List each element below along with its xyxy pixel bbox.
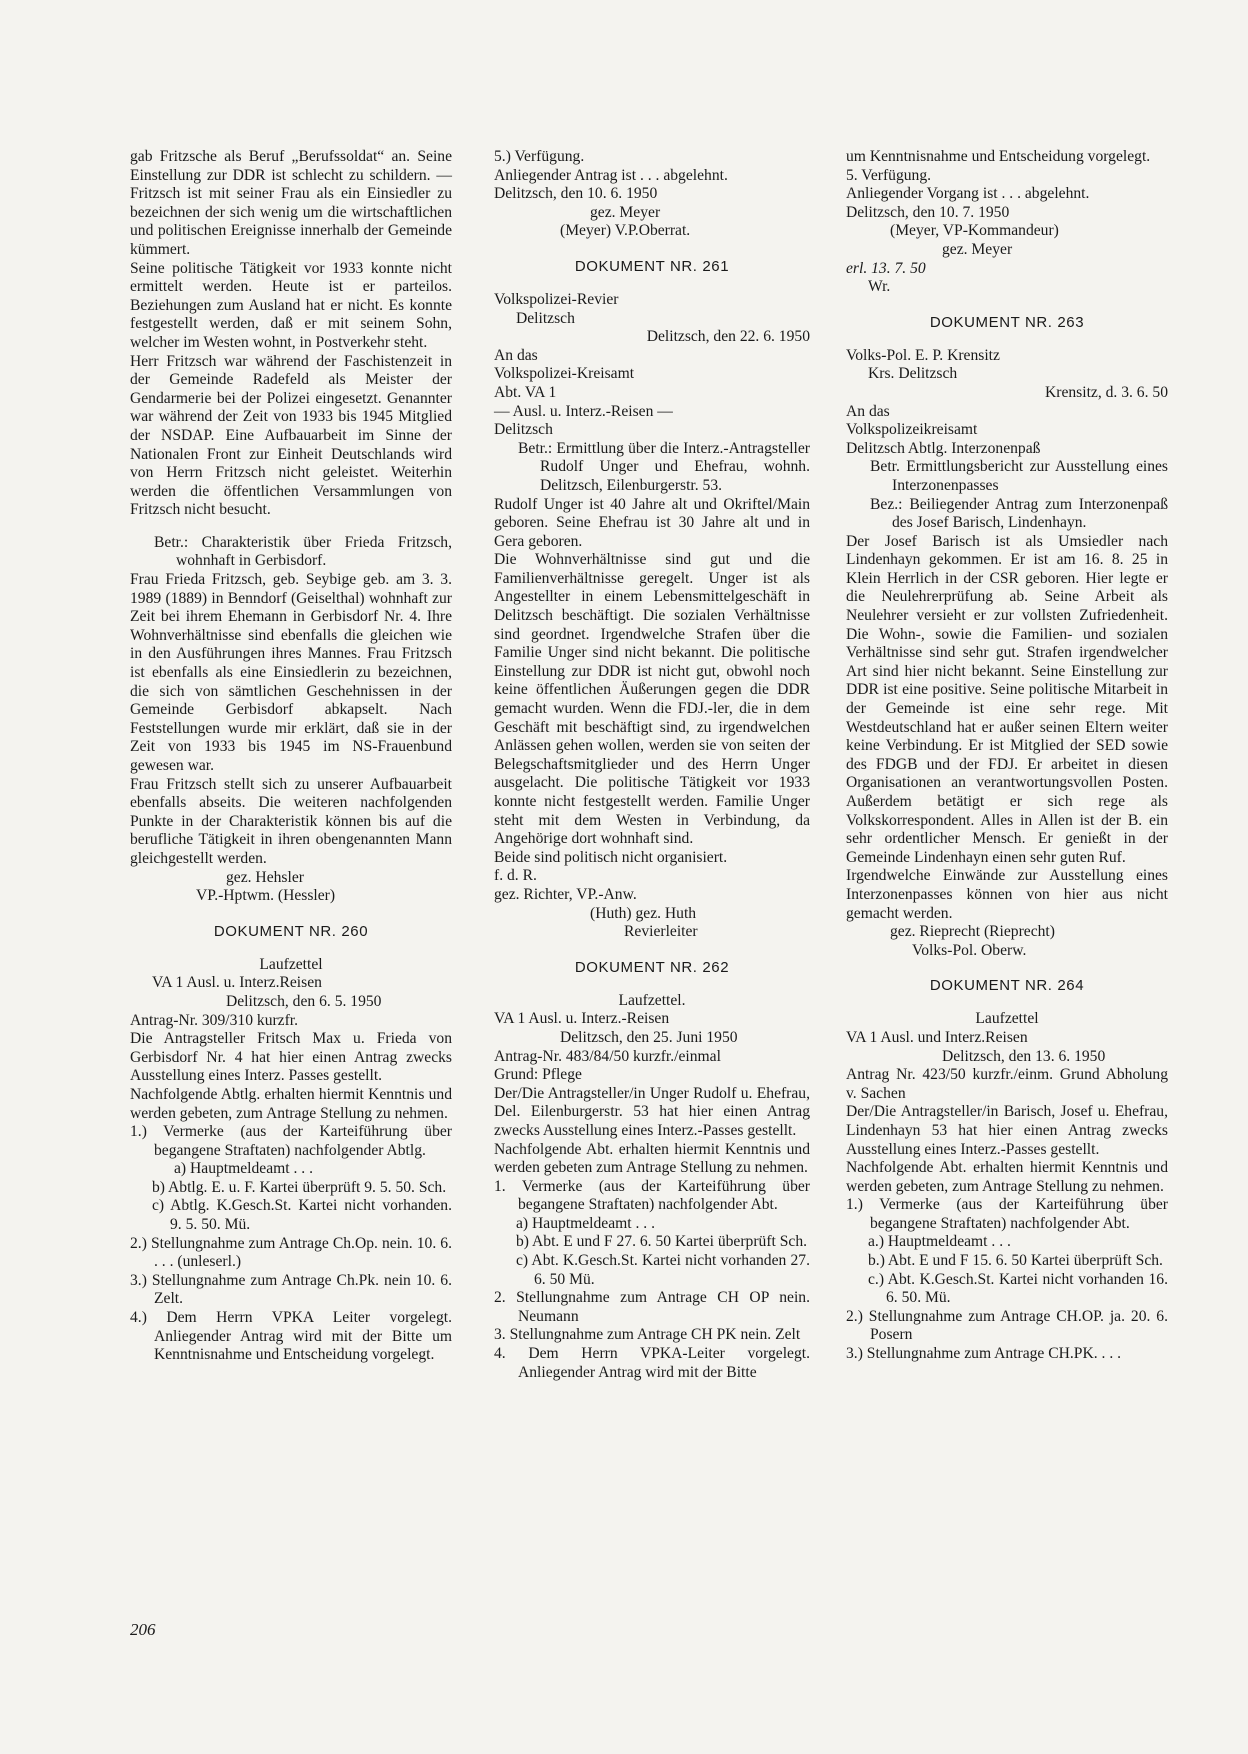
text-line: erl. 13. 7. 50 xyxy=(846,259,926,277)
text-line: Anliegender Antrag ist . . . abgelehnt. xyxy=(494,166,728,184)
text-line: Nachfolgende Abt. erhalten hiermit Kenntnis und werden gebeten zum Antrage Stellung zu nehmen. xyxy=(494,1140,810,1177)
text-line: Krensitz, d. 3. 6. 50 xyxy=(1045,383,1168,401)
document-heading: DOKUMENT NR. 262 xyxy=(574,958,730,976)
text-line: Revierleiter xyxy=(624,923,698,941)
text-line: gez. Richter, VP.-Anw. xyxy=(494,885,637,903)
text-line: Volkspolizei-Revier xyxy=(494,290,619,308)
text-line: Der/Die Antragsteller/in Barisch, Josef u. Ehefrau, Lindenhayn 53 hat hier einen Antrag zwecks Ausstellung eines Interz.-Passes gestellt. xyxy=(846,1103,1168,1158)
text-line: 1. Vermerke (aus der Karteiführung über begangene Straftaten) nachfolgender Abt. xyxy=(494,1177,810,1214)
text-line: Delitzsch, den 25. Juni 1950 xyxy=(560,1028,738,1046)
text-line: Bez.: Beiliegender Antrag zum Interzonenpaß des Josef Barisch, Lindenhayn. xyxy=(870,495,1168,532)
text-line: Krs. Delitzsch xyxy=(868,365,958,383)
text-line: b) Abt. E und F 27. 6. 50 Kartei überprüft Sch. xyxy=(516,1233,808,1251)
text-line: (Huth) gez. Huth xyxy=(590,904,697,922)
text-line: Volks-Pol. Oberw. xyxy=(912,941,1027,959)
text-line: Nachfolgende Abt. erhalten hiermit Kenntnis und werden gebeten, zum Antrage Stellung zu nehmen. xyxy=(846,1159,1168,1195)
text-line: — Ausl. u. Interz.-Reisen — xyxy=(494,402,673,420)
text-line: Der Josef Barisch ist als Umsiedler nach Lindenhayn gekommen. Er ist am 16. 8. 25 in Klein Herrlich in der CSR geboren. Hier legte er die Neulehrerprüfung ab. Seine Arbeit als Neulehrer versieht er zur vollsten Zufriedenheit. Die Wohn-, sowie die Familien- und sozialen Verhältnisse sind sehr gut. Strafen irgendwelcher Art sind hier nicht bekannt. Seine Einstellung zur DDR ist eine positive. Seine politische Mitarbeit in der Gemeinde ist eine sehr rege. Mit Westdeutschland hat er außer seinen Eltern weiter keine Verbindung. Er ist Mitglied der SED sowie des FDGB und der FDJ. Er arbeitet in diesen Organisationen an verantwortungsvollen Posten. Außerdem betätigt er sich rege als Volkskorrespondent. Alles in Allen ist der B. ein sehr ordentlicher Mensch. Er genießt in der Gemeinde Lindenhayn einen sehr guten Ruf. xyxy=(846,532,1168,866)
document-heading: DOKUMENT NR. 263 xyxy=(929,313,1085,331)
text-line: VA 1 Ausl. u. Interz.-Reisen xyxy=(494,1010,670,1028)
text-line: a) Hauptmeldeamt . . . xyxy=(516,1214,655,1232)
text-line: b) Abtlg. E. u. F. Kartei überprüft 9. 5. 50. Sch. xyxy=(152,1178,447,1196)
text-line: c) Abtlg. K.Gesch.St. Kartei nicht vorhanden. 9. 5. 50. Mü. xyxy=(152,1197,452,1234)
text-line: a) Hauptmeldeamt . . . xyxy=(174,1160,313,1178)
text-line: 5. Verfügung. xyxy=(846,166,932,184)
text-line: 4.) Dem Herrn VPKA Leiter vorgelegt. Anliegender Antrag wird mit der Bitte um Kenntnisnahme und Entscheidung vorgelegt. xyxy=(130,1309,452,1364)
text-line: Laufzettel xyxy=(259,955,323,973)
text-line: gez. Hehsler xyxy=(226,868,304,886)
text-line: c) Abt. K.Gesch.St. Kartei nicht vorhanden 27. 6. 50 Mü. xyxy=(516,1252,810,1288)
text-line: 5.) Verfügung. xyxy=(494,148,585,165)
text-line: An das xyxy=(846,402,890,420)
text-line: Betr.: Charakteristik über Frieda Fritzsch, wohnhaft in Gerbisdorf. xyxy=(154,533,452,570)
text-line: 4. Dem Herrn VPKA-Leiter vorgelegt. Anliegender Antrag wird mit der Bitte xyxy=(494,1345,810,1381)
text-line: Volkspolizei-Kreisamt xyxy=(494,365,635,383)
text-line: gab Fritzsche als Beruf „Berufssoldat“ an. Seine Einstellung zur DDR ist schlecht zu schildern. — Fritzsch ist mit seiner Frau als ein Einsiedler zu bezeichnen der sich wenig um die wirtschaftlichen und politischen Ereignisse innerhalb der Gemeinde kümmert. xyxy=(130,148,452,258)
text-line: Laufzettel xyxy=(975,1010,1039,1028)
text-line: 3. Stellungnahme zum Antrage CH PK nein. Zelt xyxy=(494,1326,801,1344)
text-line: Die Wohnverhältnisse sind gut und die Familienverhältnisse geregelt. Unger ist als Angestellter in einem Lebensmittelgeschäft in Delitzsch beschäftigt. Die sozialen Verhältnisse sind geordnet. Irgendwelche Strafen über die Familie Unger sind nicht bekannt. Die politische Einstellung zur DDR ist nicht gut, obwohl noch keine öffentlichen Äußerungen gegen die DDR gemacht wurden. Wenn die FDJ.-ler, die in dem Geschäft mit beschäftigt sind, zu irgendwelchen Anlässen gehen wollen, werden sie von seiten der Belegschaftsmitglieder und des Herrn Unger ausgelacht. Die politische Tätigkeit vor 1933 konnte nicht festgestellt werden. Familie Unger steht mit dem Westen in Verbindung, da Angehörige dort wohnhaft sind. xyxy=(494,551,810,848)
text-line: Anliegender Vorgang ist . . . abgelehnt. xyxy=(846,185,1090,203)
text-line: Delitzsch xyxy=(516,309,575,327)
document-heading: DOKUMENT NR. 260 xyxy=(213,922,369,940)
text-line: Delitzsch, den 13. 6. 1950 xyxy=(942,1047,1106,1065)
text-line: gez. Rieprecht (Rieprecht) xyxy=(890,923,1055,941)
text-line: Der/Die Antragsteller/in Unger Rudolf u. Ehefrau, Del. Eilenburgerstr. 53 hat hier einen Antrag zwecks Ausstellung eines Interz.-Passes gestellt. xyxy=(494,1084,810,1139)
text-line: 2.) Stellungnahme zum Antrage Ch.Op. nein. 10. 6. . . . (unleserl.) xyxy=(130,1234,452,1271)
text-line: Antrag-Nr. 309/310 kurzfr. xyxy=(130,1011,299,1029)
text-line: VP.-Hptwm. (Hessler) xyxy=(196,887,336,905)
text-line: gez. Meyer xyxy=(942,240,1013,258)
text-line: Grund: Pflege xyxy=(494,1066,582,1084)
text-line: Abt. VA 1 xyxy=(494,383,557,401)
text-line: 1.) Vermerke (aus der Karteiführung über begangene Straftaten) nachfolgender Abtlg. xyxy=(130,1123,452,1159)
text-line: Delitzsch, den 6. 5. 1950 xyxy=(226,992,382,1010)
text-line: b.) Abt. E und F 15. 6. 50 Kartei überprüft Sch. xyxy=(868,1252,1163,1270)
text-line: Volkspolizeikreisamt xyxy=(846,421,978,439)
text-line: Wr. xyxy=(868,278,891,296)
text-line: Delitzsch, den 10. 7. 1950 xyxy=(846,203,1010,221)
page-number: 206 xyxy=(130,1620,156,1639)
text-line: Antrag-Nr. 483/84/50 kurzfr./einmal xyxy=(494,1047,721,1065)
text-line: VA 1 Ausl. und Interz.Reisen xyxy=(846,1028,1028,1046)
document-heading: DOKUMENT NR. 261 xyxy=(574,257,730,275)
text-line: Frau Fritzsch stellt sich zu unserer Aufbauarbeit ebenfalls abseits. Die weiteren nachfolgenden Punkte in der Charakteristik können bis auf die berufliche Tätigkeit in ihren obengenannten Mann gleichgestellt werden. xyxy=(130,775,452,867)
text-line: 2.) Stellungnahme zum Antrage CH.OP. ja. 20. 6. Posern xyxy=(846,1307,1168,1344)
text-line: gez. Meyer xyxy=(590,203,661,221)
text-line: a.) Hauptmeldeamt . . . xyxy=(868,1233,1011,1251)
text-line: Betr.: Ermittlung über die Interz.-Antragsteller Rudolf Unger und Ehefrau, wohnh. Delitzsch, Eilenburgerstr. 53. xyxy=(518,439,810,494)
text-line: Rudolf Unger ist 40 Jahre alt und Okriftel/Main geboren. Seine Ehefrau ist 30 Jahre alt und in Gera geboren. xyxy=(494,495,810,550)
text-line: 3.) Stellungnahme zum Antrage Ch.Pk. nein 10. 6. Zelt. xyxy=(130,1271,452,1308)
text-column-right xyxy=(846,148,1168,1364)
text-line: Herr Fritzsch war während der Faschistenzeit in der Gemeinde Radefeld als Meister der Gendarmerie bei der Polizei eingesetzt. Genannter war während der Zeit von 1933 bis 1945 Mitglied der NSDAP. Eine Aufbauarbeit im Sinne der Nationalen Front zur Einheit Deutschlands wird von Herrn Fritzsch nicht geleistet. Weiterhin werden die öffentlichen Versammlungen von Fritzsch nicht besucht. xyxy=(130,352,452,519)
text-line: Frau Frieda Fritzsch, geb. Seybige geb. am 3. 3. 1989 (1889) in Benndorf (Geiselthal) wohnhaft zur Zeit bei ihrem Ehemann in Gerbisdorf Nr. 4. Ihre Wohnverhältnisse sind ebenfalls die gleichen wie in den Ausführungen ihres Mannes. Frau Fritzsch ist ebenfalls als eine Einsiedlerin zu bezeichnen, die sich von sämtlichen Geschehnissen in der Gemeinde Gerbisdorf abkapselt. Nach Feststellungen wurde mir erklärt, daß sie in der Zeit von 1933 bis 1945 im NS-Frauenbund gewesen war. xyxy=(130,571,452,774)
text-line: Beide sind politisch nicht organisiert. xyxy=(494,848,728,866)
text-line: Antrag Nr. 423/50 kurzfr./einm. Grund Abholung v. Sachen xyxy=(846,1066,1168,1102)
text-line: Betr. Ermittlungsbericht zur Ausstellung eines Interzonenpasses xyxy=(870,458,1168,494)
text-line: Delitzsch xyxy=(494,421,553,439)
text-line: c.) Abt. K.Gesch.St. Kartei nicht vorhanden 16. 6. 50. Mü. xyxy=(868,1270,1168,1307)
text-line: Irgendwelche Einwände zur Ausstellung eines Interzonenpasses können von hier aus nicht gemacht werden. xyxy=(846,867,1168,922)
text-line: Die Antragsteller Fritsch Max u. Frieda von Gerbisdorf Nr. 4 hat hier einen Antrag zwecks Ausstellung eines Interz. Passes gestellt. xyxy=(130,1030,452,1085)
text-line: (Meyer, VP-Kommandeur) xyxy=(890,222,1059,240)
text-line: 3.) Stellungnahme zum Antrage CH.PK. . . . xyxy=(846,1345,1122,1363)
text-column-middle xyxy=(494,148,810,1382)
text-line: VA 1 Ausl. u. Interz.Reisen xyxy=(152,974,322,992)
text-line: f. d. R. xyxy=(494,867,537,885)
text-line: Laufzettel. xyxy=(618,991,686,1009)
document-heading: DOKUMENT NR. 264 xyxy=(929,977,1085,995)
text-line: Seine politische Tätigkeit vor 1933 konnte nicht ermittelt werden. Heute ist er parteilos. Beziehungen zum Ausland hat er nicht. Es konnte festgestellt werden, daß er mit seinem Sohn, welcher im Westen wohnt, in Postverkehr steht. xyxy=(130,259,452,351)
text-line: (Meyer) V.P.Oberrat. xyxy=(560,222,691,240)
text-line: Delitzsch, den 10. 6. 1950 xyxy=(494,185,658,203)
text-line: An das xyxy=(494,346,538,364)
text-line: um Kenntnisnahme und Entscheidung vorgelegt. xyxy=(846,148,1151,165)
text-line: 2. Stellungnahme zum Antrage CH OP nein. Neumann xyxy=(494,1289,810,1325)
text-line: 1.) Vermerke (aus der Karteiführung über begangene Straftaten) nachfolgender Abt. xyxy=(846,1196,1168,1232)
text-line: Delitzsch Abtlg. Interzonenpaß xyxy=(846,439,1041,457)
text-line: Volks-Pol. E. P. Krensitz xyxy=(846,346,1000,364)
text-line: Delitzsch, den 22. 6. 1950 xyxy=(646,328,810,346)
paragraph-gap xyxy=(130,520,452,534)
text-column-left xyxy=(130,148,452,1365)
text-line: Nachfolgende Abtlg. erhalten hiermit Kenntnis und werden gebeten, zum Antrage Stellung zu nehmen. xyxy=(130,1085,452,1122)
